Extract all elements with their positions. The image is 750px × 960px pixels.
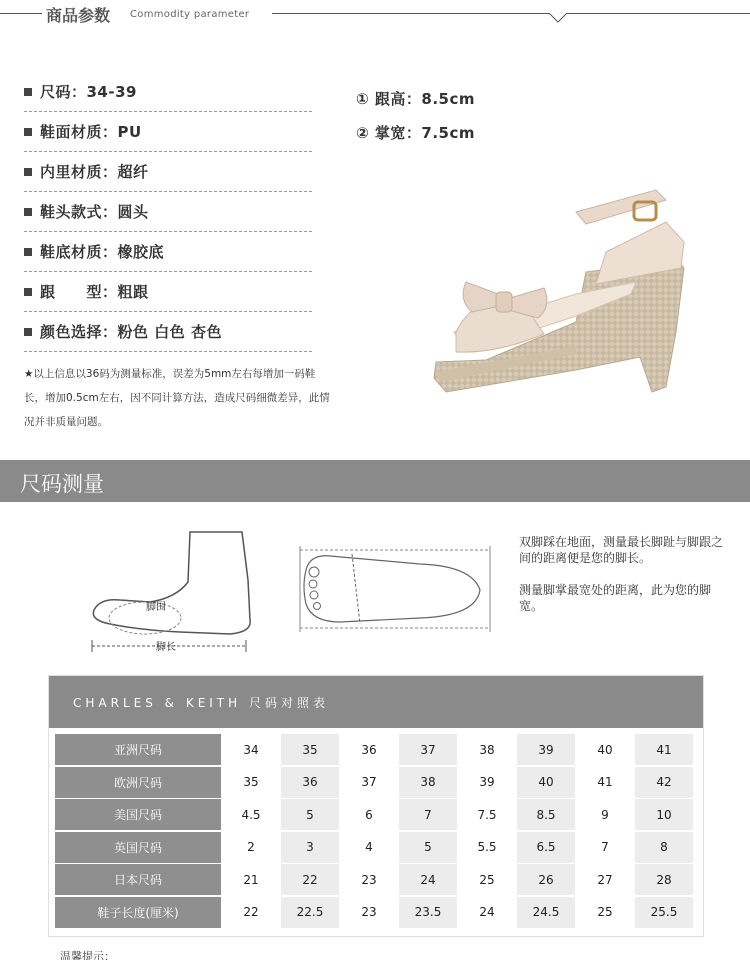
size-chart-grid: [55, 734, 699, 929]
param-heel-type: [24, 272, 312, 312]
foot-measurement-diagram: [80, 520, 510, 660]
table-row: [55, 734, 699, 767]
bullet-square-icon: [24, 128, 32, 136]
table-cell: 5: [281, 799, 339, 830]
table-cell: 34: [222, 734, 280, 765]
table-cell: 7: [576, 832, 634, 863]
table-cell: 39: [517, 734, 575, 765]
size-chart-title: CHARLES & KEITH 尺码对照表: [49, 676, 703, 728]
table-cell: 28: [635, 864, 693, 895]
table-cell: 22: [281, 864, 339, 895]
header-title: 商品参数: [46, 6, 111, 25]
section-header: [0, 0, 750, 30]
table-cell: 41: [576, 767, 634, 798]
table-cell: 23.5: [399, 897, 457, 928]
table-cell: 36: [281, 767, 339, 798]
table-cell: 4.5: [222, 799, 280, 830]
table-cell: 37: [399, 734, 457, 765]
table-cell: 42: [635, 767, 693, 798]
section-banner: [0, 460, 750, 502]
table-cell: 41: [635, 734, 693, 765]
bullet-square-icon: [24, 208, 32, 216]
foot-length-instruction: 双脚踩在地面，测量最长脚趾与脚跟之间的距离便是您的脚长。: [519, 535, 724, 565]
param-text: 内里材质：超纤: [40, 163, 149, 181]
param-text: 尺码：34-39: [40, 83, 137, 101]
bullet-square-icon: [24, 328, 32, 336]
chevron-down-icon: [549, 13, 567, 23]
size-note: ★以上信息以36码为测量标准，误差为5mm左右每增加一码鞋长，增加0.5cm左右，因不同计算方法，造成尺码细微差异，此情况并非质量问题。: [24, 368, 330, 428]
table-cell: 39: [458, 767, 516, 798]
param-text: 鞋头款式：圆头: [40, 203, 149, 221]
header-rule-right: [272, 13, 750, 14]
header-rule-left: [0, 13, 42, 14]
table-cell: 5: [399, 832, 457, 863]
param-size: [24, 72, 312, 112]
row-label: 欧洲尺码: [55, 767, 221, 798]
param-lining-material: [24, 152, 312, 192]
table-cell: 36: [340, 734, 398, 765]
table-cell: 22: [222, 897, 280, 928]
table-cell: 37: [340, 767, 398, 798]
table-cell: 8.5: [517, 799, 575, 830]
param-upper-material: [24, 112, 312, 152]
bullet-square-icon: [24, 168, 32, 176]
table-cell: 40: [517, 767, 575, 798]
table-cell: 5.5: [458, 832, 516, 863]
length-label: 脚长: [156, 642, 176, 653]
table-cell: 27: [576, 864, 634, 895]
table-row: [55, 832, 699, 865]
header-subtitle: Commodity parameter: [130, 9, 250, 20]
row-label: 美国尺码: [55, 799, 221, 830]
table-cell: 25.5: [635, 897, 693, 928]
section-title: 尺码测量: [20, 472, 104, 496]
wedge-sandal-image: [426, 182, 688, 414]
table-cell: 7: [399, 799, 457, 830]
row-label: 日本尺码: [55, 864, 221, 895]
param-color-options: [24, 312, 312, 352]
foot-width-instruction: 测量脚掌最宽处的距离，此为您的脚宽。: [519, 583, 712, 613]
heel-height: ① 跟高：8.5cm: [356, 90, 476, 108]
forefoot-width: ② 掌宽：7.5cm: [356, 124, 476, 142]
table-cell: 38: [458, 734, 516, 765]
row-label: 鞋子长度(厘米): [55, 897, 221, 928]
row-label: 亚洲尺码: [55, 734, 221, 765]
bullet-square-icon: [24, 88, 32, 96]
table-row: [55, 864, 699, 897]
table-row: [55, 799, 699, 832]
table-cell: 6.5: [517, 832, 575, 863]
table-cell: 9: [576, 799, 634, 830]
table-cell: 6: [340, 799, 398, 830]
param-sole-material: [24, 232, 312, 272]
table-cell: 8: [635, 832, 693, 863]
instep-label: 脚围: [146, 602, 166, 613]
table-cell: 26: [517, 864, 575, 895]
table-cell: 25: [576, 897, 634, 928]
table-cell: 4: [340, 832, 398, 863]
size-chart: [48, 675, 704, 937]
warm-tip: 温馨提示：: [60, 950, 115, 960]
table-cell: 24: [399, 864, 457, 895]
table-cell: 7.5: [458, 799, 516, 830]
param-text: 颜色选择：粉色 白色 杏色: [40, 323, 222, 341]
table-cell: 22.5: [281, 897, 339, 928]
table-row: [55, 897, 699, 930]
row-label: 英国尺码: [55, 832, 221, 863]
measurement-description: [519, 534, 734, 630]
table-row: [55, 767, 699, 800]
table-cell: 2: [222, 832, 280, 863]
table-cell: 24: [458, 897, 516, 928]
param-text: 跟 型：粗跟: [40, 283, 149, 301]
table-cell: 3: [281, 832, 339, 863]
parameter-list: [24, 72, 312, 352]
table-cell: 23: [340, 897, 398, 928]
bullet-square-icon: [24, 288, 32, 296]
table-cell: 10: [635, 799, 693, 830]
bullet-square-icon: [24, 248, 32, 256]
measurement-list: [356, 88, 475, 156]
param-toe-style: [24, 192, 312, 232]
table-cell: 21: [222, 864, 280, 895]
table-cell: 38: [399, 767, 457, 798]
table-cell: 23: [340, 864, 398, 895]
param-text: 鞋底材质：橡胶底: [40, 243, 165, 261]
param-text: 鞋面材质：PU: [40, 123, 142, 141]
table-cell: 35: [222, 767, 280, 798]
table-cell: 24.5: [517, 897, 575, 928]
table-cell: 35: [281, 734, 339, 765]
table-cell: 40: [576, 734, 634, 765]
table-cell: 25: [458, 864, 516, 895]
